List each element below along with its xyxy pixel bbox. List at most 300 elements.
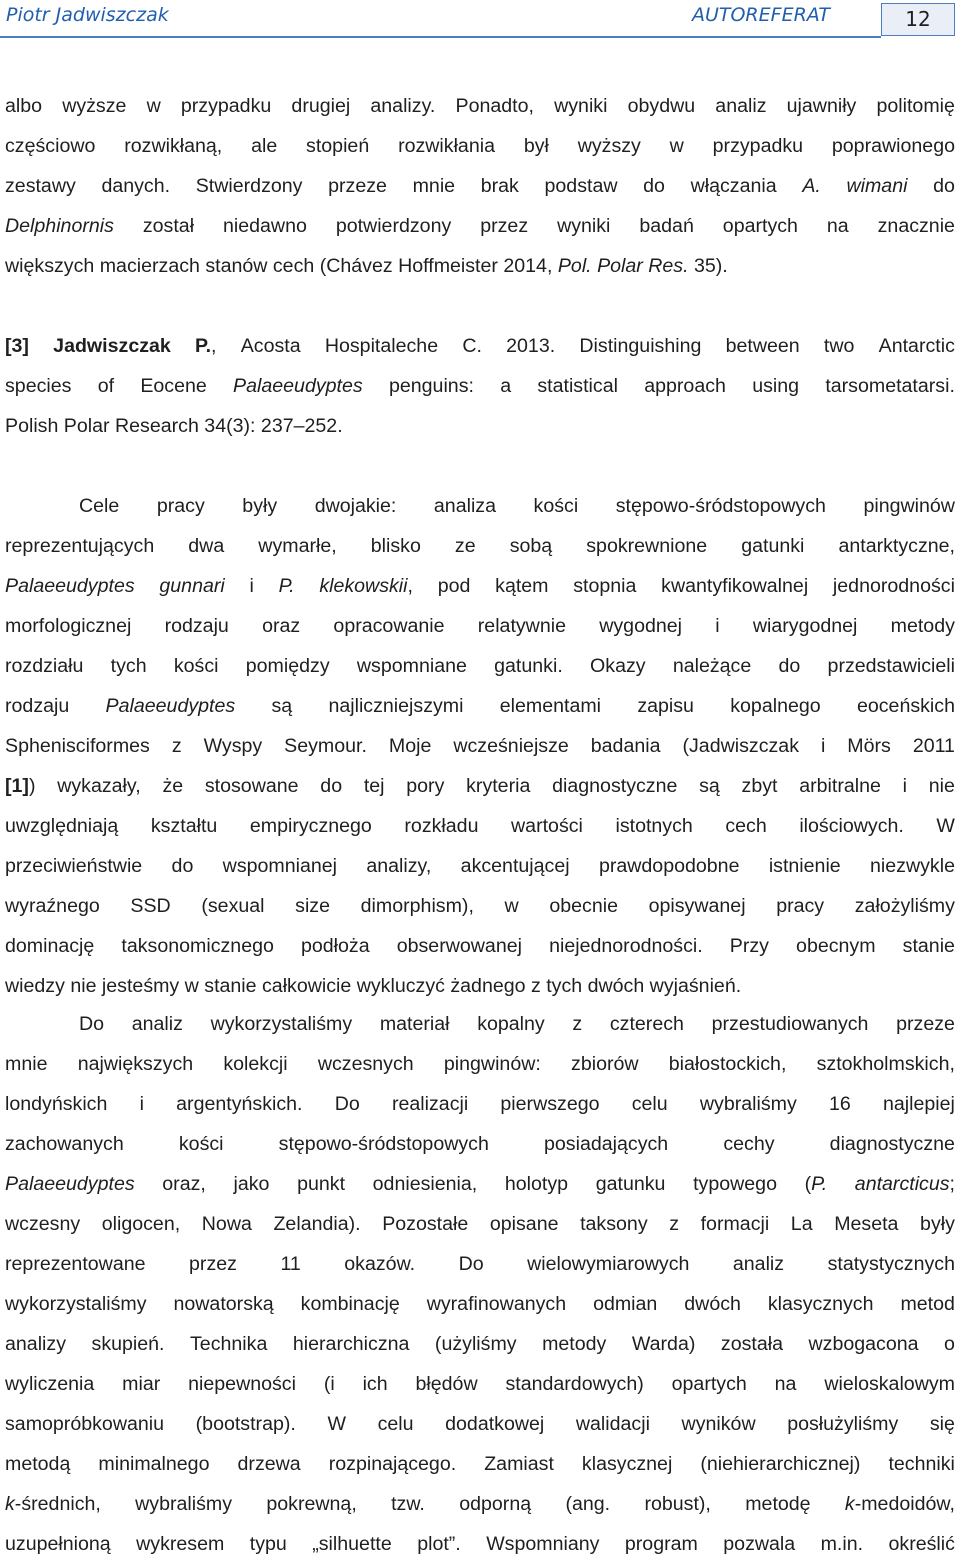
word: penguins: <box>388 375 474 397</box>
word: stępowo-śródstopowych <box>278 1133 489 1155</box>
word: Wyspy <box>203 735 263 757</box>
word: of <box>97 375 115 397</box>
word: wymarłe, <box>258 535 337 557</box>
word: Delphinornis <box>5 215 114 237</box>
word: wyrafinowanych <box>426 1293 567 1315</box>
word: oligocen, <box>101 1213 181 1235</box>
word: Palaeeudyptes <box>105 695 236 717</box>
word: standardowych) <box>505 1373 644 1395</box>
text-line <box>5 646 955 686</box>
word: politomię <box>876 95 955 117</box>
word: diagnostyczne <box>552 775 678 797</box>
word: typu <box>249 1533 287 1555</box>
word: (bootstrap). <box>195 1413 296 1435</box>
word: robust), <box>644 1493 711 1515</box>
word: pory <box>406 775 445 797</box>
word: badań <box>639 215 694 237</box>
word: eoceńskich <box>856 695 955 717</box>
word: kątem <box>495 575 549 597</box>
text-line <box>5 1324 955 1364</box>
word: k-medoidów, <box>844 1493 955 1515</box>
word: wzbogacona <box>808 1333 919 1355</box>
word: (Jadwiszczak <box>682 735 799 757</box>
word: na <box>826 215 849 237</box>
text-line <box>5 1084 955 1124</box>
header-doc-type: AUTOREFERAT <box>691 4 830 26</box>
word: ilościowych. <box>799 815 904 837</box>
word: drzewa <box>237 1453 301 1475</box>
text-line <box>5 1204 955 1244</box>
word: opartych <box>671 1373 747 1395</box>
word: cechy <box>723 1133 775 1155</box>
word: kopalnego <box>730 695 821 717</box>
text-line <box>5 1284 955 1324</box>
word: z <box>669 1213 680 1235</box>
word: klasycznych <box>767 1293 874 1315</box>
word: uzupełnioną <box>5 1533 111 1555</box>
text-line <box>5 86 955 126</box>
word: gatunku <box>595 1173 666 1195</box>
word: walidacji <box>575 1413 650 1435</box>
word: wygodnej <box>599 615 683 637</box>
word: w <box>669 135 684 157</box>
text-line <box>5 366 955 406</box>
word: były <box>920 1213 955 1235</box>
word: opracowanie <box>333 615 445 637</box>
word: tych <box>110 655 147 677</box>
word: two <box>823 335 855 357</box>
word: do <box>320 775 343 797</box>
word: pokrewną, <box>266 1493 357 1515</box>
word: akcentującej <box>460 855 570 877</box>
word: „silhuette <box>312 1533 392 1555</box>
word: Zelandia). <box>273 1213 361 1235</box>
word: przez <box>189 1253 237 1275</box>
word: wartości <box>511 815 583 837</box>
word: spokrewnione <box>586 535 708 557</box>
word: approach <box>644 375 726 397</box>
word: (ang. <box>565 1493 611 1515</box>
word: ze <box>454 535 476 557</box>
word: (P. <box>804 1173 828 1195</box>
word: metodą <box>5 1453 71 1475</box>
word: uwzględniają <box>5 815 119 837</box>
text-span: 35). <box>688 255 728 277</box>
word: należące <box>672 655 752 677</box>
word: obserwowanej <box>396 935 522 957</box>
word: analiza <box>433 495 496 517</box>
word: taksony <box>580 1213 648 1235</box>
word: using <box>752 375 800 397</box>
word: kolekcji <box>223 1053 288 1075</box>
word: wyższe <box>62 95 127 117</box>
word: dominację <box>5 935 95 957</box>
text-line <box>5 526 955 566</box>
page-number: 12 <box>881 3 955 36</box>
paragraph-3 <box>5 1004 955 1564</box>
word: wielowymiarowych <box>527 1253 690 1275</box>
word: (użyliśmy <box>434 1333 517 1355</box>
word: dodatkowej <box>445 1413 545 1435</box>
text-line <box>5 1164 955 1204</box>
word: Warda) <box>631 1333 696 1355</box>
word: są <box>271 695 293 717</box>
word: antarktyczne, <box>838 535 955 557</box>
word: elementami <box>499 695 602 717</box>
word: nowatorską <box>173 1293 274 1315</box>
word: z <box>171 735 182 757</box>
word: pierwszego <box>500 1093 600 1115</box>
word: Mörs <box>847 735 891 757</box>
word: wspomnianej <box>222 855 338 877</box>
text-line <box>5 766 955 806</box>
word: kombinację <box>300 1293 400 1315</box>
word: niejednorodności. <box>549 935 703 957</box>
word: w <box>504 895 519 917</box>
text-line <box>5 326 955 366</box>
word: z <box>572 1013 583 1035</box>
word: 2013. <box>506 335 556 357</box>
text-line <box>5 1404 955 1444</box>
text-line <box>5 406 955 446</box>
word: do <box>171 855 194 877</box>
word: mnie <box>412 175 456 197</box>
word: istotnych <box>615 815 693 837</box>
word: Palaeeudyptes <box>233 375 363 397</box>
word: between <box>725 335 800 357</box>
word: Moje <box>388 735 432 757</box>
word: Sphenisciformes <box>5 735 150 757</box>
word: londyńskich <box>5 1093 108 1115</box>
word: (i <box>323 1373 335 1395</box>
text-line <box>5 966 955 1006</box>
word: hierarchiczna <box>292 1333 410 1355</box>
word: i <box>249 575 254 597</box>
text-line <box>5 1044 955 1084</box>
word: antarcticus; <box>854 1173 955 1195</box>
word: analizy <box>5 1333 66 1355</box>
word: (niehierarchicznej) <box>700 1453 861 1475</box>
word: Cele <box>79 495 120 517</box>
word: wykazały, <box>57 775 141 797</box>
word: opartych <box>722 215 798 237</box>
word: badania <box>590 735 661 757</box>
word: rozdziału <box>5 655 84 677</box>
header-rule <box>0 36 881 38</box>
word: Jadwiszczak <box>53 335 171 357</box>
word: wyniki <box>557 215 611 237</box>
word: W <box>327 1413 346 1435</box>
word: najlepiej <box>882 1093 955 1115</box>
word: taksonomicznego <box>121 935 274 957</box>
word: dwa <box>188 535 225 557</box>
text-line <box>5 566 955 606</box>
word: przeze <box>328 175 387 197</box>
word: pomiędzy <box>245 655 330 677</box>
word: Nowa <box>201 1213 252 1235</box>
text-line <box>5 126 955 166</box>
text-line <box>5 1484 955 1524</box>
word: niedawno <box>222 215 307 237</box>
word: pracy <box>156 495 205 517</box>
word: techniki <box>888 1453 955 1475</box>
word: przestudiowanych <box>711 1013 869 1035</box>
word: Zamiast <box>484 1453 554 1475</box>
word: o <box>944 1333 955 1355</box>
word: C. <box>462 335 482 357</box>
word: P., <box>195 335 217 357</box>
word: prawdopodobne <box>598 855 740 877</box>
word: odniesienia, <box>372 1173 478 1195</box>
word: wykorzystaliśmy <box>210 1013 353 1035</box>
word: Meseta <box>834 1213 899 1235</box>
word: A. <box>802 175 821 197</box>
word: rodzaju <box>5 695 70 717</box>
word: pracy <box>776 895 825 917</box>
word: statistical <box>537 375 618 397</box>
word: albo <box>5 95 43 117</box>
word: skupień. <box>91 1333 165 1355</box>
text-line <box>5 726 955 766</box>
word: przypadku <box>712 135 804 157</box>
word: najliczniejszymi <box>328 695 464 717</box>
word: brak <box>480 175 519 197</box>
text-line <box>5 1444 955 1484</box>
word: SSD <box>130 895 171 917</box>
text-line <box>5 806 955 846</box>
word: wyników <box>681 1413 756 1435</box>
text-line <box>5 846 955 886</box>
word: wykresem <box>136 1533 225 1555</box>
word: odmian <box>593 1293 658 1315</box>
text-line <box>5 606 955 646</box>
word: morfologicznej <box>5 615 132 637</box>
word: size <box>295 895 331 917</box>
word: argentyńskich. <box>176 1093 303 1115</box>
text-line <box>5 1364 955 1404</box>
word: wspomniane <box>356 655 467 677</box>
word: empirycznego <box>249 815 372 837</box>
word: gatunki <box>741 535 805 557</box>
word: obecnym <box>796 935 876 957</box>
page-header <box>0 0 960 44</box>
word: opisane <box>489 1213 559 1235</box>
word: wieloskalowym <box>824 1373 955 1395</box>
word: i <box>715 615 720 637</box>
word: wyniki <box>554 95 608 117</box>
word: przypadku <box>180 95 272 117</box>
word: typowego <box>693 1173 777 1195</box>
word: pingwinów <box>863 495 955 517</box>
text-span: Polish Polar Research 34(3): 237–252. <box>5 415 343 437</box>
word: pod <box>437 575 471 597</box>
word: Distinguishing <box>579 335 702 357</box>
word: określić <box>888 1533 955 1555</box>
word: gunnari <box>159 575 225 597</box>
word: tarsometatarsi. <box>825 375 955 397</box>
word: Ponadto, <box>455 95 534 117</box>
word: W <box>936 815 955 837</box>
word: program <box>624 1533 698 1555</box>
word: Technika <box>190 1333 268 1355</box>
paragraph-2 <box>5 486 955 1006</box>
word: był <box>523 135 549 157</box>
word: ale <box>251 135 278 157</box>
word: przez <box>480 215 529 237</box>
word: samopróbkowaniu <box>5 1413 165 1435</box>
word: mnie <box>5 1053 48 1075</box>
word: 11 <box>280 1253 301 1275</box>
word: rozwikłania <box>398 135 495 157</box>
word: formacji <box>700 1213 770 1235</box>
word: wykorzystaliśmy <box>5 1293 147 1315</box>
word: plot”. <box>417 1533 461 1555</box>
word: istnienie <box>768 855 841 877</box>
word: posłużyliśmy <box>787 1413 899 1435</box>
word: kwantyfikowalnej <box>661 575 809 597</box>
word: Przy <box>729 935 769 957</box>
text-line <box>5 1124 955 1164</box>
word: realizacji <box>391 1093 469 1115</box>
word: oraz, <box>162 1173 206 1195</box>
word: że <box>162 775 184 797</box>
word: oraz <box>262 615 301 637</box>
word: został <box>142 215 195 237</box>
word: Eocene <box>140 375 207 397</box>
word: zestawy <box>5 175 76 197</box>
word: rodzaju <box>164 615 229 637</box>
word: kopalny <box>477 1013 545 1035</box>
word: reprezentujących <box>5 535 155 557</box>
word: największych <box>77 1053 194 1075</box>
word: białostockich, <box>668 1053 787 1075</box>
word: Wspomniany <box>486 1533 600 1555</box>
word: były <box>242 495 278 517</box>
word: obecnie <box>549 895 618 917</box>
word: rozpinającego. <box>328 1453 457 1475</box>
word: materiał <box>379 1013 450 1035</box>
word: k-średnich, <box>5 1493 101 1515</box>
word: m.in. <box>820 1533 864 1555</box>
text-line <box>5 1244 955 1284</box>
word: do <box>933 175 955 197</box>
word: pozwala <box>723 1533 796 1555</box>
word: podstaw <box>544 175 618 197</box>
word: niezwykle <box>870 855 955 877</box>
word: P. <box>278 575 295 597</box>
word: znacznie <box>877 215 955 237</box>
word: klasycznej <box>581 1453 673 1475</box>
word: rozkładu <box>404 815 479 837</box>
word: na <box>774 1373 797 1395</box>
journal-name: Pol. Polar Res. <box>557 255 689 277</box>
word: Do <box>79 1013 105 1035</box>
word: okazów. <box>344 1253 416 1275</box>
word: drugiej <box>291 95 351 117</box>
word: celu <box>377 1413 414 1435</box>
word: podłoża <box>300 935 370 957</box>
word: Hospitaleche <box>324 335 439 357</box>
word: Do <box>334 1093 360 1115</box>
text-line <box>5 1524 955 1564</box>
word: wyliczenia <box>5 1373 95 1395</box>
word: Antarctic <box>878 335 955 357</box>
word: Do <box>458 1253 484 1275</box>
word: i <box>820 735 826 757</box>
word: metody <box>542 1333 607 1355</box>
word: stopień <box>306 135 370 157</box>
word: analiz <box>732 1253 785 1275</box>
word: zbyt <box>741 775 778 797</box>
word: stępowo-śródstopowych <box>615 495 826 517</box>
word: stopnia <box>573 575 637 597</box>
word: założyliśmy <box>854 895 955 917</box>
word: przeze <box>896 1013 955 1035</box>
word: wczesny <box>5 1213 81 1235</box>
word: stosowane <box>204 775 299 797</box>
text-line <box>5 686 955 726</box>
text-line <box>5 206 955 246</box>
word: potwierdzony <box>335 215 452 237</box>
word: niepewności <box>188 1373 296 1395</box>
word: analizy, <box>366 855 432 877</box>
word: tej <box>363 775 385 797</box>
word: Palaeeudyptes <box>5 575 135 597</box>
word: punkt <box>297 1173 346 1195</box>
word: Okazy <box>590 655 646 677</box>
word: holotyp <box>504 1173 569 1195</box>
word: przedstawicieli <box>827 655 955 677</box>
word: zbiorów <box>571 1053 639 1075</box>
word: metodę <box>745 1493 811 1515</box>
word: została <box>720 1333 783 1355</box>
word: kryteria <box>466 775 531 797</box>
word: obydwu <box>627 95 696 117</box>
word: kości <box>533 495 579 517</box>
word: metody <box>890 615 955 637</box>
word: analiz <box>131 1013 183 1035</box>
word: wybraliśmy <box>699 1093 797 1115</box>
word: przeciwieństwie <box>5 855 143 877</box>
header-author: Piotr Jadwiszczak <box>6 4 169 26</box>
word: stanie <box>902 935 955 957</box>
word: częściowo <box>5 135 96 157</box>
word: ich <box>362 1373 388 1395</box>
text-line <box>5 1004 955 1044</box>
word: cech <box>725 815 767 837</box>
word: analizy. <box>370 95 436 117</box>
word: i <box>139 1093 144 1115</box>
word: wimani <box>846 175 908 197</box>
word: ujawniły <box>786 95 857 117</box>
word: [1]) <box>5 775 36 797</box>
word: blisko <box>370 535 421 557</box>
word: kształtu <box>150 815 218 837</box>
word: zapisu <box>637 695 694 717</box>
word: wiarygodnej <box>752 615 858 637</box>
word: klekowskii, <box>319 575 413 597</box>
text-line <box>5 166 955 206</box>
word: 2011 <box>912 735 955 757</box>
word: do <box>778 655 801 677</box>
word: miar <box>122 1373 161 1395</box>
word: poprawionego <box>831 135 955 157</box>
word: czterech <box>609 1013 684 1035</box>
word: diagnostyczne <box>829 1133 955 1155</box>
word: wybraliśmy <box>135 1493 233 1515</box>
word: [3] <box>5 335 29 357</box>
word: Seymour. <box>284 735 367 757</box>
